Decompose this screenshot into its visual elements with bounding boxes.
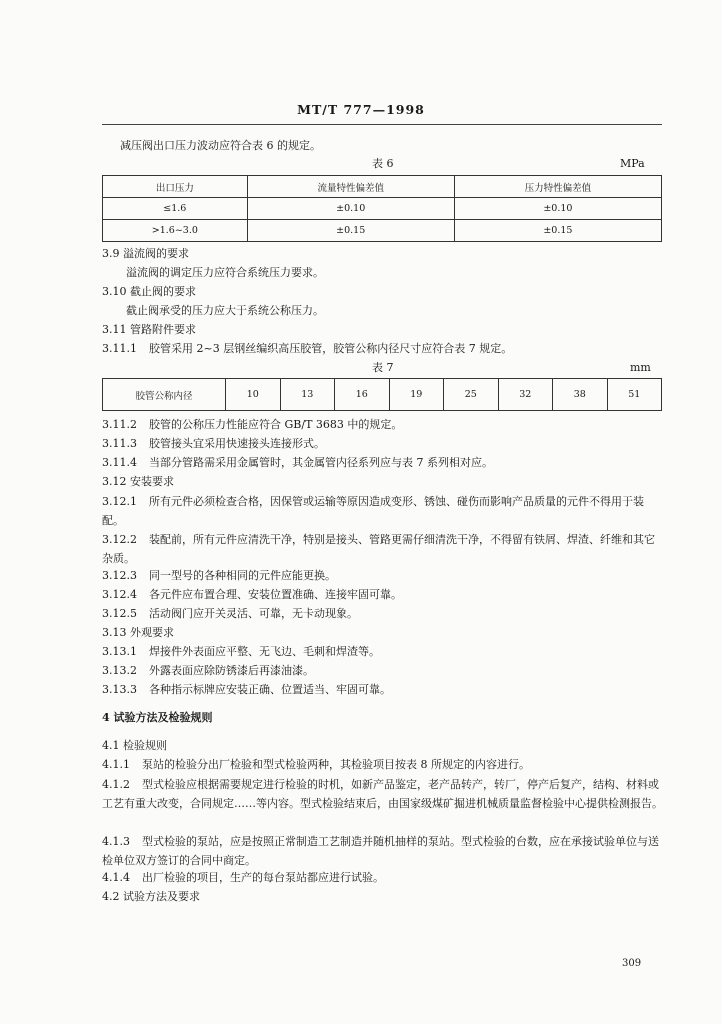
clause-number: 3.13.1 xyxy=(102,645,137,658)
section-4-1-heading: 4.1 检验规则 xyxy=(102,739,167,752)
table6-cell: ±0.10 xyxy=(247,198,454,220)
clause-number: 4.1.3 xyxy=(102,835,130,848)
clause-number: 3.12.1 xyxy=(102,495,137,508)
table6-cell: ±0.15 xyxy=(454,220,661,242)
table6 xyxy=(102,175,662,242)
chapter-4-heading: 4 试验方法及检验规则 xyxy=(102,711,213,724)
table-row xyxy=(103,379,662,411)
clause-number: 3.11.2 xyxy=(102,418,137,431)
clause-text: 各元件应布置合理、安装位置准确、连接牢固可靠。 xyxy=(149,588,402,601)
clause-text: 活动阀门应开关灵活、可靠，无卡动现象。 xyxy=(149,607,358,620)
clause-text: 型式检验应根据需要规定进行检验的时机，如新产品鉴定，老产品转产，转厂，停产后复产，结构、材料或工艺有重大改变，合同规定……等内容。型式检验结束后，由国家级煤矿掘进机械质量监督检验中心提供检测报告。 xyxy=(102,778,663,810)
section-3-9-heading: 3.9 溢流阀的要求 xyxy=(102,247,189,260)
clause-text: 胶管接头宜采用快速接头连接形式。 xyxy=(149,437,325,450)
section-3-12-heading: 3.12 安装要求 xyxy=(102,475,174,488)
clause-text: 同一型号的各种相同的元件应能更换。 xyxy=(149,569,336,582)
clause-text: 装配前，所有元件应清洗干净，特别是接头、管路更需仔细清洗干净，不得留有铁屑、焊渣、纤维和其它杂质。 xyxy=(102,533,655,565)
clause-number: 3.13.3 xyxy=(102,683,137,696)
clause-3-11-3 xyxy=(102,436,325,452)
clause-3-12-3 xyxy=(102,568,336,584)
clause-4-1-3 xyxy=(102,832,664,870)
clause-number: 3.12.2 xyxy=(102,533,137,546)
table-row xyxy=(103,198,662,220)
table7-label: 胶管公称内径 xyxy=(103,379,226,411)
clause-text: 胶管采用 2~3 层钢丝编织高压胶管，胶管公称内径尺寸应符合表 7 规定。 xyxy=(149,342,513,355)
section-3-10-heading: 3.10 截止阀的要求 xyxy=(102,285,196,298)
intro-text: 减压阀出口压力波动应符合表 6 的规定。 xyxy=(120,139,321,152)
clause-4-1-2 xyxy=(102,775,664,813)
table6-header-flow-deviation: 流量特性偏差值 xyxy=(247,176,454,198)
table7 xyxy=(102,378,662,411)
clause-number: 3.11.3 xyxy=(102,437,137,450)
table6-cell: ≤1.6 xyxy=(103,198,248,220)
clause-4-1-4 xyxy=(102,870,384,886)
clause-number: 4.1.2 xyxy=(102,778,130,791)
clause-3-12-1 xyxy=(102,492,664,530)
table7-caption: 表 7 xyxy=(372,361,394,374)
table7-unit: mm xyxy=(630,361,651,374)
clause-number: 3.13.2 xyxy=(102,664,137,677)
section-3-13-heading: 3.13 外观要求 xyxy=(102,626,174,639)
clause-text: 各种指示标牌应安装正确、位置适当、牢固可靠。 xyxy=(149,683,391,696)
table6-cell: ±0.10 xyxy=(454,198,661,220)
table6-cell: ±0.15 xyxy=(247,220,454,242)
clause-text: 外露表面应除防锈漆后再漆油漆。 xyxy=(149,664,314,677)
clause-text: 当部分管路需采用金属管时，其金属管内径系列应与表 7 系列相对应。 xyxy=(149,456,493,469)
clause-number: 3.11.1 xyxy=(102,342,137,355)
page-number: 309 xyxy=(622,958,642,969)
header-rule xyxy=(102,124,662,125)
clause-3-12-4 xyxy=(102,587,402,603)
table6-cell: >1.6~3.0 xyxy=(103,220,248,242)
clause-text: 焊接件外表面应平整、无飞边、毛刺和焊渣等。 xyxy=(149,645,380,658)
table6-header-outlet-pressure: 出口压力 xyxy=(103,176,248,198)
section-3-10-text: 截止阀承受的压力应大于系统公称压力。 xyxy=(126,304,324,317)
clause-3-12-5 xyxy=(102,606,358,622)
clause-text: 胶管的公称压力性能应符合 GB/T 3683 中的规定。 xyxy=(149,418,403,431)
clause-number: 3.12.4 xyxy=(102,588,137,601)
table6-caption: 表 6 xyxy=(372,157,394,170)
clause-number: 4.1.1 xyxy=(102,758,130,771)
clause-3-11-4 xyxy=(102,455,493,471)
standard-header: MT/T 777—1998 xyxy=(297,102,425,117)
table7-cell: 38 xyxy=(553,379,608,411)
clause-3-13-1 xyxy=(102,644,380,660)
table7-cell: 10 xyxy=(226,379,281,411)
clause-number: 4.1.4 xyxy=(102,871,130,884)
clause-text: 所有元件必须检查合格，因保管或运输等原因造成变形、锈蚀、碰伤而影响产品质量的元件不得用于装配。 xyxy=(102,495,644,527)
table7-cell: 19 xyxy=(389,379,444,411)
clause-number: 3.12.5 xyxy=(102,607,137,620)
clause-3-12-2 xyxy=(102,530,664,568)
table7-cell: 51 xyxy=(607,379,662,411)
clause-text: 泵站的检验分出厂检验和型式检验两种，其检验项目按表 8 所规定的内容进行。 xyxy=(142,758,530,771)
table-row xyxy=(103,220,662,242)
clause-3-11-2 xyxy=(102,417,402,433)
table6-header-pressure-deviation: 压力特性偏差值 xyxy=(454,176,661,198)
clause-number: 3.11.4 xyxy=(102,456,137,469)
clause-3-13-3 xyxy=(102,682,391,698)
section-3-11-heading: 3.11 管路附件要求 xyxy=(102,323,196,336)
table7-cell: 16 xyxy=(335,379,390,411)
clause-3-13-2 xyxy=(102,663,314,679)
table7-cell: 13 xyxy=(280,379,335,411)
section-3-11-1 xyxy=(102,341,512,357)
clause-number: 3.12.3 xyxy=(102,569,137,582)
clause-text: 出厂检验的项目，生产的每台泵站都应进行试验。 xyxy=(142,871,384,884)
section-4-2-heading: 4.2 试验方法及要求 xyxy=(102,890,200,903)
clause-4-1-1 xyxy=(102,757,530,773)
table6-unit: MPa xyxy=(620,157,645,170)
table7-cell: 32 xyxy=(498,379,553,411)
clause-text: 型式检验的泵站，应是按照正常制造工艺制造并随机抽样的泵站。型式检验的台数，应在承接试验单位与送检单位双方签订的合同中商定。 xyxy=(102,835,659,867)
section-3-9-text: 溢流阀的调定压力应符合系统压力要求。 xyxy=(126,266,324,279)
table7-cell: 25 xyxy=(444,379,499,411)
